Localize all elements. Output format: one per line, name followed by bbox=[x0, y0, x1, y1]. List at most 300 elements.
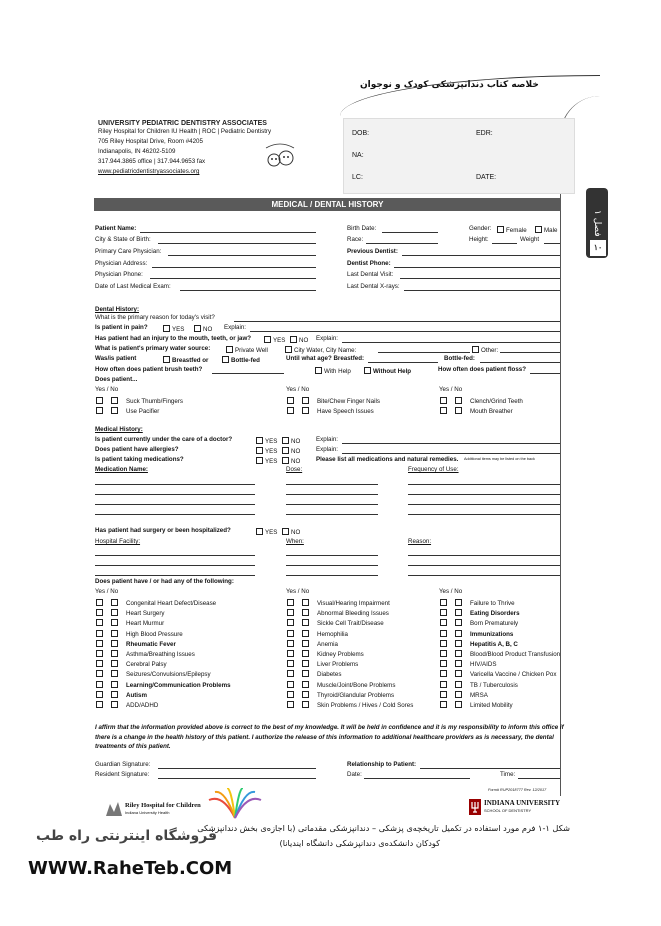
checklist-label: Hemophilia bbox=[317, 630, 348, 638]
resident-sig-label: Resident Signature: bbox=[95, 771, 150, 778]
checklist-item[interactable] bbox=[96, 609, 165, 617]
injury-yes-checkbox[interactable] bbox=[264, 336, 271, 343]
last-dental-visit-label: Last Dental Visit: bbox=[347, 271, 394, 278]
allergies-explain-label: Explain: bbox=[316, 446, 339, 453]
floss-field[interactable] bbox=[530, 373, 560, 374]
iu-trident-icon bbox=[469, 799, 481, 815]
medication-field[interactable] bbox=[286, 514, 378, 515]
yes-checkbox[interactable] bbox=[287, 407, 294, 414]
allergies-no-checkbox[interactable] bbox=[282, 447, 289, 454]
sig-time-label: Time: bbox=[500, 771, 516, 778]
care-no-checkbox[interactable] bbox=[282, 437, 289, 444]
checklist-item[interactable] bbox=[96, 670, 211, 678]
physician-address-field[interactable] bbox=[152, 267, 316, 268]
checklist-label: Visual/Hearing Impairment bbox=[317, 600, 390, 607]
medication-field[interactable] bbox=[408, 504, 560, 505]
yes-checkbox[interactable] bbox=[96, 660, 103, 667]
checklist-label: ADD/ADHD bbox=[126, 702, 159, 709]
checklist-label: Heart Surgery bbox=[126, 610, 165, 618]
yes-checkbox[interactable] bbox=[440, 609, 447, 616]
clinic-line1: Riley Hospital for Children IU Health | ROC | Pediatric Dentistry bbox=[98, 128, 272, 135]
female-label: Female bbox=[506, 227, 527, 234]
no-checkbox[interactable] bbox=[111, 670, 118, 677]
care-yes[interactable] bbox=[256, 437, 277, 445]
checklist-label: Muscle/Joint/Bone Problems bbox=[317, 681, 396, 689]
yes-checkbox[interactable] bbox=[440, 650, 447, 657]
fed-bottle[interactable] bbox=[222, 356, 260, 364]
physician-phone-label: Physician Phone: bbox=[95, 271, 143, 278]
yes-checkbox[interactable] bbox=[96, 599, 103, 606]
yes-checkbox[interactable] bbox=[287, 681, 294, 688]
medication-field[interactable] bbox=[286, 504, 378, 505]
hospital-field[interactable] bbox=[286, 575, 378, 576]
hospital-field[interactable] bbox=[95, 555, 255, 556]
dental-yesno-2: Yes / No bbox=[286, 386, 310, 393]
last-xrays-field[interactable] bbox=[404, 290, 560, 291]
reason-field[interactable] bbox=[234, 321, 560, 322]
no-checkbox[interactable] bbox=[455, 660, 462, 667]
fed-breast[interactable] bbox=[163, 356, 208, 364]
yes-checkbox[interactable] bbox=[287, 670, 294, 677]
resident-sig-field[interactable] bbox=[158, 778, 316, 779]
last-exam-label: Date of Last Medical Exam: bbox=[95, 283, 171, 290]
no-checkbox[interactable] bbox=[455, 691, 462, 698]
other-water-label: Other: bbox=[481, 347, 499, 354]
checklist-label: Rheumatic Fever bbox=[126, 640, 176, 648]
checklist-label: Sickle Cell Trait/Disease bbox=[317, 620, 384, 628]
physician-phone-field[interactable] bbox=[150, 278, 316, 279]
yes-checkbox[interactable] bbox=[96, 670, 103, 677]
checklist-item[interactable] bbox=[96, 619, 164, 627]
watermark-url-text: WWW.RaheTeb.COM bbox=[28, 858, 233, 879]
no-checkbox[interactable] bbox=[455, 407, 462, 414]
no-checkbox[interactable] bbox=[302, 681, 309, 688]
q-pain: Is patient in pain? bbox=[95, 324, 148, 331]
yes-checkbox[interactable] bbox=[96, 630, 103, 637]
weight-field[interactable] bbox=[544, 243, 560, 244]
gender-female[interactable] bbox=[497, 226, 527, 234]
last-dental-visit-field[interactable] bbox=[400, 278, 560, 279]
q-injury: Has patient had an injury to the mouth, teeth, or jaw? bbox=[95, 335, 252, 342]
male-checkbox[interactable] bbox=[535, 226, 542, 233]
yes-checkbox[interactable] bbox=[96, 407, 103, 414]
checklist-item[interactable] bbox=[440, 619, 518, 627]
medication-field[interactable] bbox=[95, 484, 255, 485]
medication-field[interactable] bbox=[408, 484, 560, 485]
bottlefed-checkbox[interactable] bbox=[222, 356, 229, 363]
race-field[interactable] bbox=[366, 243, 438, 244]
checklist-item[interactable] bbox=[287, 609, 389, 617]
cond-yesno-2: Yes / No bbox=[286, 588, 310, 595]
checklist-label: Born Prematurely bbox=[470, 620, 519, 628]
yes-checkbox[interactable] bbox=[440, 599, 447, 606]
hospital-field[interactable] bbox=[408, 565, 560, 566]
checklist-item[interactable] bbox=[440, 640, 518, 648]
no-checkbox[interactable] bbox=[455, 609, 462, 616]
injury-yes[interactable] bbox=[264, 336, 285, 344]
pain-explain-label: Explain: bbox=[224, 324, 247, 331]
gender-male[interactable] bbox=[535, 226, 557, 234]
care-yes-label: YES bbox=[265, 438, 278, 445]
city-birth-label: City & State of Birth: bbox=[95, 236, 151, 243]
q-meds: Is patient taking medications? bbox=[95, 456, 184, 463]
clinic-line2: 705 Riley Hospital Drive, Room #4205 bbox=[98, 138, 203, 145]
yes-checkbox[interactable] bbox=[440, 701, 447, 708]
yes-checkbox[interactable] bbox=[287, 619, 294, 626]
no-checkbox[interactable] bbox=[302, 691, 309, 698]
other-water-checkbox[interactable] bbox=[472, 346, 479, 353]
meds-yes-label: YES bbox=[265, 458, 278, 465]
care-explain-label: Explain: bbox=[316, 436, 339, 443]
no-checkbox[interactable] bbox=[111, 701, 118, 708]
no-checkbox[interactable] bbox=[455, 630, 462, 637]
race-label: Race: bbox=[347, 236, 364, 243]
physician-label: Primary Care Physician: bbox=[95, 248, 162, 255]
allergies-explain-field[interactable] bbox=[342, 453, 560, 454]
q-care: Is patient currently under the care of a doctor? bbox=[95, 436, 233, 443]
hospital-field[interactable] bbox=[286, 555, 378, 556]
allergies-no-label: NO bbox=[291, 448, 301, 455]
bottlefed-label: Bottle-fed bbox=[231, 357, 260, 364]
no-checkbox[interactable] bbox=[455, 619, 462, 626]
surgery-yes-checkbox[interactable] bbox=[256, 528, 263, 535]
dental-yesno-1: Yes / No bbox=[95, 386, 119, 393]
checklist-item[interactable] bbox=[440, 407, 513, 415]
meds-no[interactable] bbox=[282, 457, 300, 465]
checklist-label: Heart Murmur bbox=[126, 620, 165, 628]
clinic-website[interactable]: www.pediatricdentistryassociates.org bbox=[98, 168, 200, 175]
surgery-yes[interactable] bbox=[256, 528, 277, 536]
checklist-item[interactable] bbox=[96, 650, 195, 658]
yes-checkbox[interactable] bbox=[96, 701, 103, 708]
meds-yes-checkbox[interactable] bbox=[256, 457, 263, 464]
checklist-label: Hepatitis A, B, C bbox=[470, 640, 518, 648]
pain-yes[interactable] bbox=[163, 325, 184, 333]
injury-no-label: NO bbox=[299, 337, 309, 344]
checklist-item[interactable] bbox=[287, 407, 374, 415]
no-checkbox[interactable] bbox=[455, 670, 462, 677]
edr-label: EDR: bbox=[476, 130, 493, 137]
meds-small-note: Additional items may be listed on the back bbox=[464, 457, 535, 461]
allergies-no[interactable] bbox=[282, 447, 300, 455]
checklist-item[interactable] bbox=[440, 397, 523, 405]
no-checkbox[interactable] bbox=[302, 660, 309, 667]
na-label: NA: bbox=[352, 152, 364, 159]
checklist-label: Blood/Blood Product Transfusion bbox=[470, 651, 561, 658]
yes-checkbox[interactable] bbox=[287, 660, 294, 667]
yes-checkbox[interactable] bbox=[96, 691, 103, 698]
brush-field[interactable] bbox=[212, 373, 284, 374]
with-help[interactable] bbox=[315, 367, 351, 375]
other-water-field[interactable] bbox=[500, 352, 560, 353]
yes-checkbox[interactable] bbox=[96, 650, 103, 657]
care-no[interactable] bbox=[282, 437, 300, 445]
dentist-phone-field[interactable] bbox=[394, 267, 560, 268]
no-checkbox[interactable] bbox=[455, 599, 462, 606]
checklist-item[interactable] bbox=[96, 691, 147, 699]
medication-field[interactable] bbox=[286, 494, 378, 495]
yes-checkbox[interactable] bbox=[440, 681, 447, 688]
checklist-label: Use Pacifier bbox=[126, 408, 160, 415]
checklist-item[interactable] bbox=[96, 407, 159, 415]
yes-checkbox[interactable] bbox=[96, 397, 103, 404]
no-checkbox[interactable] bbox=[111, 407, 118, 414]
sig-date-field[interactable] bbox=[364, 778, 470, 779]
allergies-yes[interactable] bbox=[256, 447, 277, 455]
yes-checkbox[interactable] bbox=[287, 701, 294, 708]
q-surgery: Has patient had surgery or been hospitalized? bbox=[95, 527, 231, 534]
yes-checkbox[interactable] bbox=[440, 407, 447, 414]
hospital-field[interactable] bbox=[408, 555, 560, 556]
physician-field[interactable] bbox=[168, 255, 316, 256]
surgery-no[interactable] bbox=[282, 528, 300, 536]
checklist-item[interactable] bbox=[440, 630, 513, 638]
yes-checkbox[interactable] bbox=[440, 691, 447, 698]
hospital-field[interactable] bbox=[408, 575, 560, 576]
city-water-checkbox[interactable] bbox=[285, 346, 292, 353]
q-conditions: Does patient have / or had any of the following: bbox=[95, 578, 234, 585]
form-title: MEDICAL / DENTAL HISTORY bbox=[94, 198, 561, 211]
yes-checkbox[interactable] bbox=[287, 691, 294, 698]
checklist-label: Abnormal Bleeding Issues bbox=[317, 610, 389, 618]
injury-no[interactable] bbox=[290, 336, 308, 344]
clinic-line4: 317.944.3865 office | 317.944.9653 fax bbox=[98, 158, 206, 165]
checklist-item[interactable] bbox=[96, 701, 158, 709]
no-checkbox[interactable] bbox=[302, 619, 309, 626]
watermark-url[interactable] bbox=[28, 858, 232, 879]
freq-header: Frequency of Use: bbox=[408, 466, 459, 473]
no-checkbox[interactable] bbox=[111, 660, 118, 667]
form-code: Form# RUP2018777 Rev. 12/2017 bbox=[488, 788, 547, 792]
previous-dentist-label: Previous Dentist: bbox=[347, 248, 398, 255]
yes-checkbox[interactable] bbox=[96, 619, 103, 626]
pain-explain-field[interactable] bbox=[250, 331, 560, 332]
with-help-checkbox[interactable] bbox=[315, 367, 322, 374]
medication-field[interactable] bbox=[95, 504, 255, 505]
injury-no-checkbox[interactable] bbox=[290, 336, 297, 343]
yes-checkbox[interactable] bbox=[440, 660, 447, 667]
breastfed-checkbox[interactable] bbox=[163, 356, 170, 363]
checklist-label: Asthma/Breathing Issues bbox=[126, 651, 195, 658]
checklist-label: Failure to Thrive bbox=[470, 600, 515, 607]
medical-heading: Medical History: bbox=[95, 426, 143, 433]
yes-checkbox[interactable] bbox=[287, 630, 294, 637]
relationship-label: Relationship to Patient: bbox=[347, 761, 417, 768]
no-checkbox[interactable] bbox=[111, 650, 118, 657]
medication-field[interactable] bbox=[408, 494, 560, 495]
q-fed: Was/is patient bbox=[95, 355, 137, 362]
dob-label: DOB: bbox=[352, 130, 370, 137]
checklist-label: Limited Mobility bbox=[470, 702, 513, 709]
checklist-label: High Blood Pressure bbox=[126, 630, 183, 638]
no-checkbox[interactable] bbox=[455, 640, 462, 647]
checklist-item[interactable] bbox=[440, 599, 515, 607]
checklist-item[interactable] bbox=[287, 630, 348, 638]
bottlefed-age-field[interactable] bbox=[480, 362, 560, 363]
yes-checkbox[interactable] bbox=[440, 670, 447, 677]
no-checkbox[interactable] bbox=[455, 701, 462, 708]
medication-field[interactable] bbox=[286, 484, 378, 485]
checklist-label: Suck Thumb/Fingers bbox=[126, 398, 183, 405]
water-other[interactable] bbox=[472, 346, 498, 354]
checklist-label: Skin Problems / Hives / Cold Sores bbox=[317, 702, 414, 709]
patient-name-field[interactable] bbox=[140, 232, 316, 233]
q-allergies: Does patient have allergies? bbox=[95, 446, 179, 453]
no-checkbox[interactable] bbox=[302, 650, 309, 657]
open-book-logo-icon bbox=[205, 788, 265, 820]
yes-checkbox[interactable] bbox=[287, 640, 294, 647]
checklist-item[interactable] bbox=[96, 660, 167, 668]
checklist-item[interactable] bbox=[440, 681, 518, 689]
no-checkbox[interactable] bbox=[455, 681, 462, 688]
breastfed-label: Breastfed or bbox=[172, 357, 209, 364]
yes-checkbox[interactable] bbox=[440, 397, 447, 404]
allergies-yes-checkbox[interactable] bbox=[256, 447, 263, 454]
yes-checkbox[interactable] bbox=[440, 640, 447, 647]
until-age-label: Until what age? Breastfed: bbox=[286, 355, 365, 362]
without-help[interactable] bbox=[364, 367, 411, 375]
with-help-label: With Help bbox=[324, 368, 351, 375]
no-checkbox[interactable] bbox=[302, 701, 309, 708]
no-checkbox[interactable] bbox=[302, 670, 309, 677]
checklist-item[interactable] bbox=[96, 599, 216, 607]
checklist-item[interactable] bbox=[96, 681, 231, 689]
care-yes-checkbox[interactable] bbox=[256, 437, 263, 444]
hospital-field[interactable] bbox=[95, 565, 255, 566]
height-label: Height: bbox=[469, 236, 489, 243]
q-floss: How often does patient floss? bbox=[438, 366, 527, 373]
water-city[interactable] bbox=[285, 346, 356, 354]
checklist-item[interactable] bbox=[287, 619, 384, 627]
no-checkbox[interactable] bbox=[455, 650, 462, 657]
height-field[interactable] bbox=[492, 243, 517, 244]
checklist-item[interactable] bbox=[440, 609, 520, 617]
pain-no-checkbox[interactable] bbox=[194, 325, 201, 332]
iu-logo-text: INDIANA UNIVERSITY bbox=[484, 799, 561, 807]
no-checkbox[interactable] bbox=[302, 609, 309, 616]
guardian-sig-field[interactable] bbox=[158, 768, 316, 769]
checklist-label: Congenital Heart Defect/Disease bbox=[126, 600, 217, 607]
yes-checkbox[interactable] bbox=[287, 650, 294, 657]
well-label: Private Well bbox=[235, 347, 268, 354]
yes-checkbox[interactable] bbox=[287, 609, 294, 616]
injury-explain-field[interactable] bbox=[342, 342, 560, 343]
no-checkbox[interactable] bbox=[302, 640, 309, 647]
meds-no-label: NO bbox=[291, 458, 301, 465]
iu-logo-sub: SCHOOL OF DENTISTRY bbox=[484, 808, 532, 813]
yes-checkbox[interactable] bbox=[287, 397, 294, 404]
sig-time-field[interactable] bbox=[518, 778, 560, 779]
affirmation-text: I affirm that the information provided above is correct to the best of my knowledge. It will be held in confidence and it is my responsibility to inform this office if there is a change in the health history of this patient. I authorize the release of this information to additional healthcare providers as is necessary, the dental treatments of this patient. bbox=[95, 724, 564, 751]
medication-field[interactable] bbox=[95, 514, 255, 515]
yes-checkbox[interactable] bbox=[440, 619, 447, 626]
yes-checkbox[interactable] bbox=[96, 681, 103, 688]
checklist-item[interactable] bbox=[96, 640, 176, 648]
without-help-checkbox[interactable] bbox=[364, 367, 371, 374]
water-well[interactable] bbox=[226, 346, 268, 354]
female-checkbox[interactable] bbox=[497, 226, 504, 233]
no-checkbox[interactable] bbox=[111, 609, 118, 616]
checklist-item[interactable] bbox=[287, 397, 380, 405]
no-checkbox[interactable] bbox=[111, 640, 118, 647]
no-checkbox[interactable] bbox=[455, 397, 462, 404]
checklist-label: Anemia bbox=[317, 640, 338, 648]
checklist-item[interactable] bbox=[287, 599, 390, 607]
medication-field[interactable] bbox=[95, 494, 255, 495]
medication-field[interactable] bbox=[408, 514, 560, 515]
no-checkbox[interactable] bbox=[111, 599, 118, 606]
checklist-item[interactable] bbox=[287, 640, 338, 648]
checklist-item[interactable] bbox=[440, 691, 488, 699]
no-checkbox[interactable] bbox=[111, 619, 118, 626]
pain-yes-checkbox[interactable] bbox=[163, 325, 170, 332]
page-header-title: خلاصه کتاب دندانپزشکی کودک و نوجوان bbox=[360, 80, 539, 90]
checklist-item[interactable] bbox=[440, 650, 560, 658]
checklist-item[interactable] bbox=[287, 650, 364, 658]
checklist-item[interactable] bbox=[287, 660, 358, 668]
no-checkbox[interactable] bbox=[111, 630, 118, 637]
watermark-persian: فروشگاه اینترنتی راه طب bbox=[36, 828, 218, 844]
previous-dentist-field[interactable] bbox=[402, 255, 560, 256]
bottlefed-age-label: Bottle-fed: bbox=[444, 355, 475, 362]
no-checkbox[interactable] bbox=[302, 630, 309, 637]
no-checkbox[interactable] bbox=[302, 599, 309, 606]
checklist-item[interactable] bbox=[440, 670, 556, 678]
figure-caption-2: کودکان دانشکده‌ی دندانپزشکی دانشگاه ایندیانا) bbox=[279, 838, 440, 848]
no-checkbox[interactable] bbox=[302, 407, 309, 414]
checklist-item[interactable] bbox=[96, 630, 183, 638]
dose-header: Dose: bbox=[286, 466, 303, 473]
dental-yesno-3: Yes / No bbox=[439, 386, 463, 393]
no-checkbox[interactable] bbox=[111, 691, 118, 698]
yes-checkbox[interactable] bbox=[96, 609, 103, 616]
pain-no[interactable] bbox=[194, 325, 212, 333]
checklist-item[interactable] bbox=[287, 670, 341, 678]
surgery-no-checkbox[interactable] bbox=[282, 528, 289, 535]
checklist-item[interactable] bbox=[96, 397, 183, 405]
checklist-item[interactable] bbox=[440, 701, 513, 709]
checklist-item[interactable] bbox=[287, 681, 395, 689]
hospital-field[interactable] bbox=[286, 565, 378, 566]
checklist-item[interactable] bbox=[287, 701, 413, 709]
patient-name-label: Patient Name: bbox=[95, 225, 137, 232]
breastfed-age-field[interactable] bbox=[368, 362, 438, 363]
hospital-field[interactable] bbox=[95, 575, 255, 576]
meds-yes[interactable] bbox=[256, 457, 277, 465]
birth-date-label: Birth Date: bbox=[347, 225, 377, 232]
birth-date-field[interactable] bbox=[382, 232, 438, 233]
checklist-item[interactable] bbox=[440, 660, 496, 668]
checklist-label: HIV/AIDS bbox=[470, 661, 497, 669]
city-birth-field[interactable] bbox=[158, 243, 316, 244]
checklist-label: Diabetes bbox=[317, 671, 342, 679]
city-name-field[interactable] bbox=[378, 352, 470, 353]
relationship-field[interactable] bbox=[420, 768, 560, 769]
no-checkbox[interactable] bbox=[111, 681, 118, 688]
yes-checkbox[interactable] bbox=[440, 630, 447, 637]
yes-checkbox[interactable] bbox=[287, 599, 294, 606]
checklist-item[interactable] bbox=[287, 691, 394, 699]
meds-no-checkbox[interactable] bbox=[282, 457, 289, 464]
last-exam-field[interactable] bbox=[180, 290, 316, 291]
riley-logo-text: Riley Hospital for Children bbox=[125, 802, 201, 809]
care-explain-field[interactable] bbox=[342, 443, 560, 444]
yes-checkbox[interactable] bbox=[96, 640, 103, 647]
no-checkbox[interactable] bbox=[302, 397, 309, 404]
no-checkbox[interactable] bbox=[111, 397, 118, 404]
dental-heading: Dental History: bbox=[95, 306, 140, 313]
well-checkbox[interactable] bbox=[226, 346, 233, 353]
